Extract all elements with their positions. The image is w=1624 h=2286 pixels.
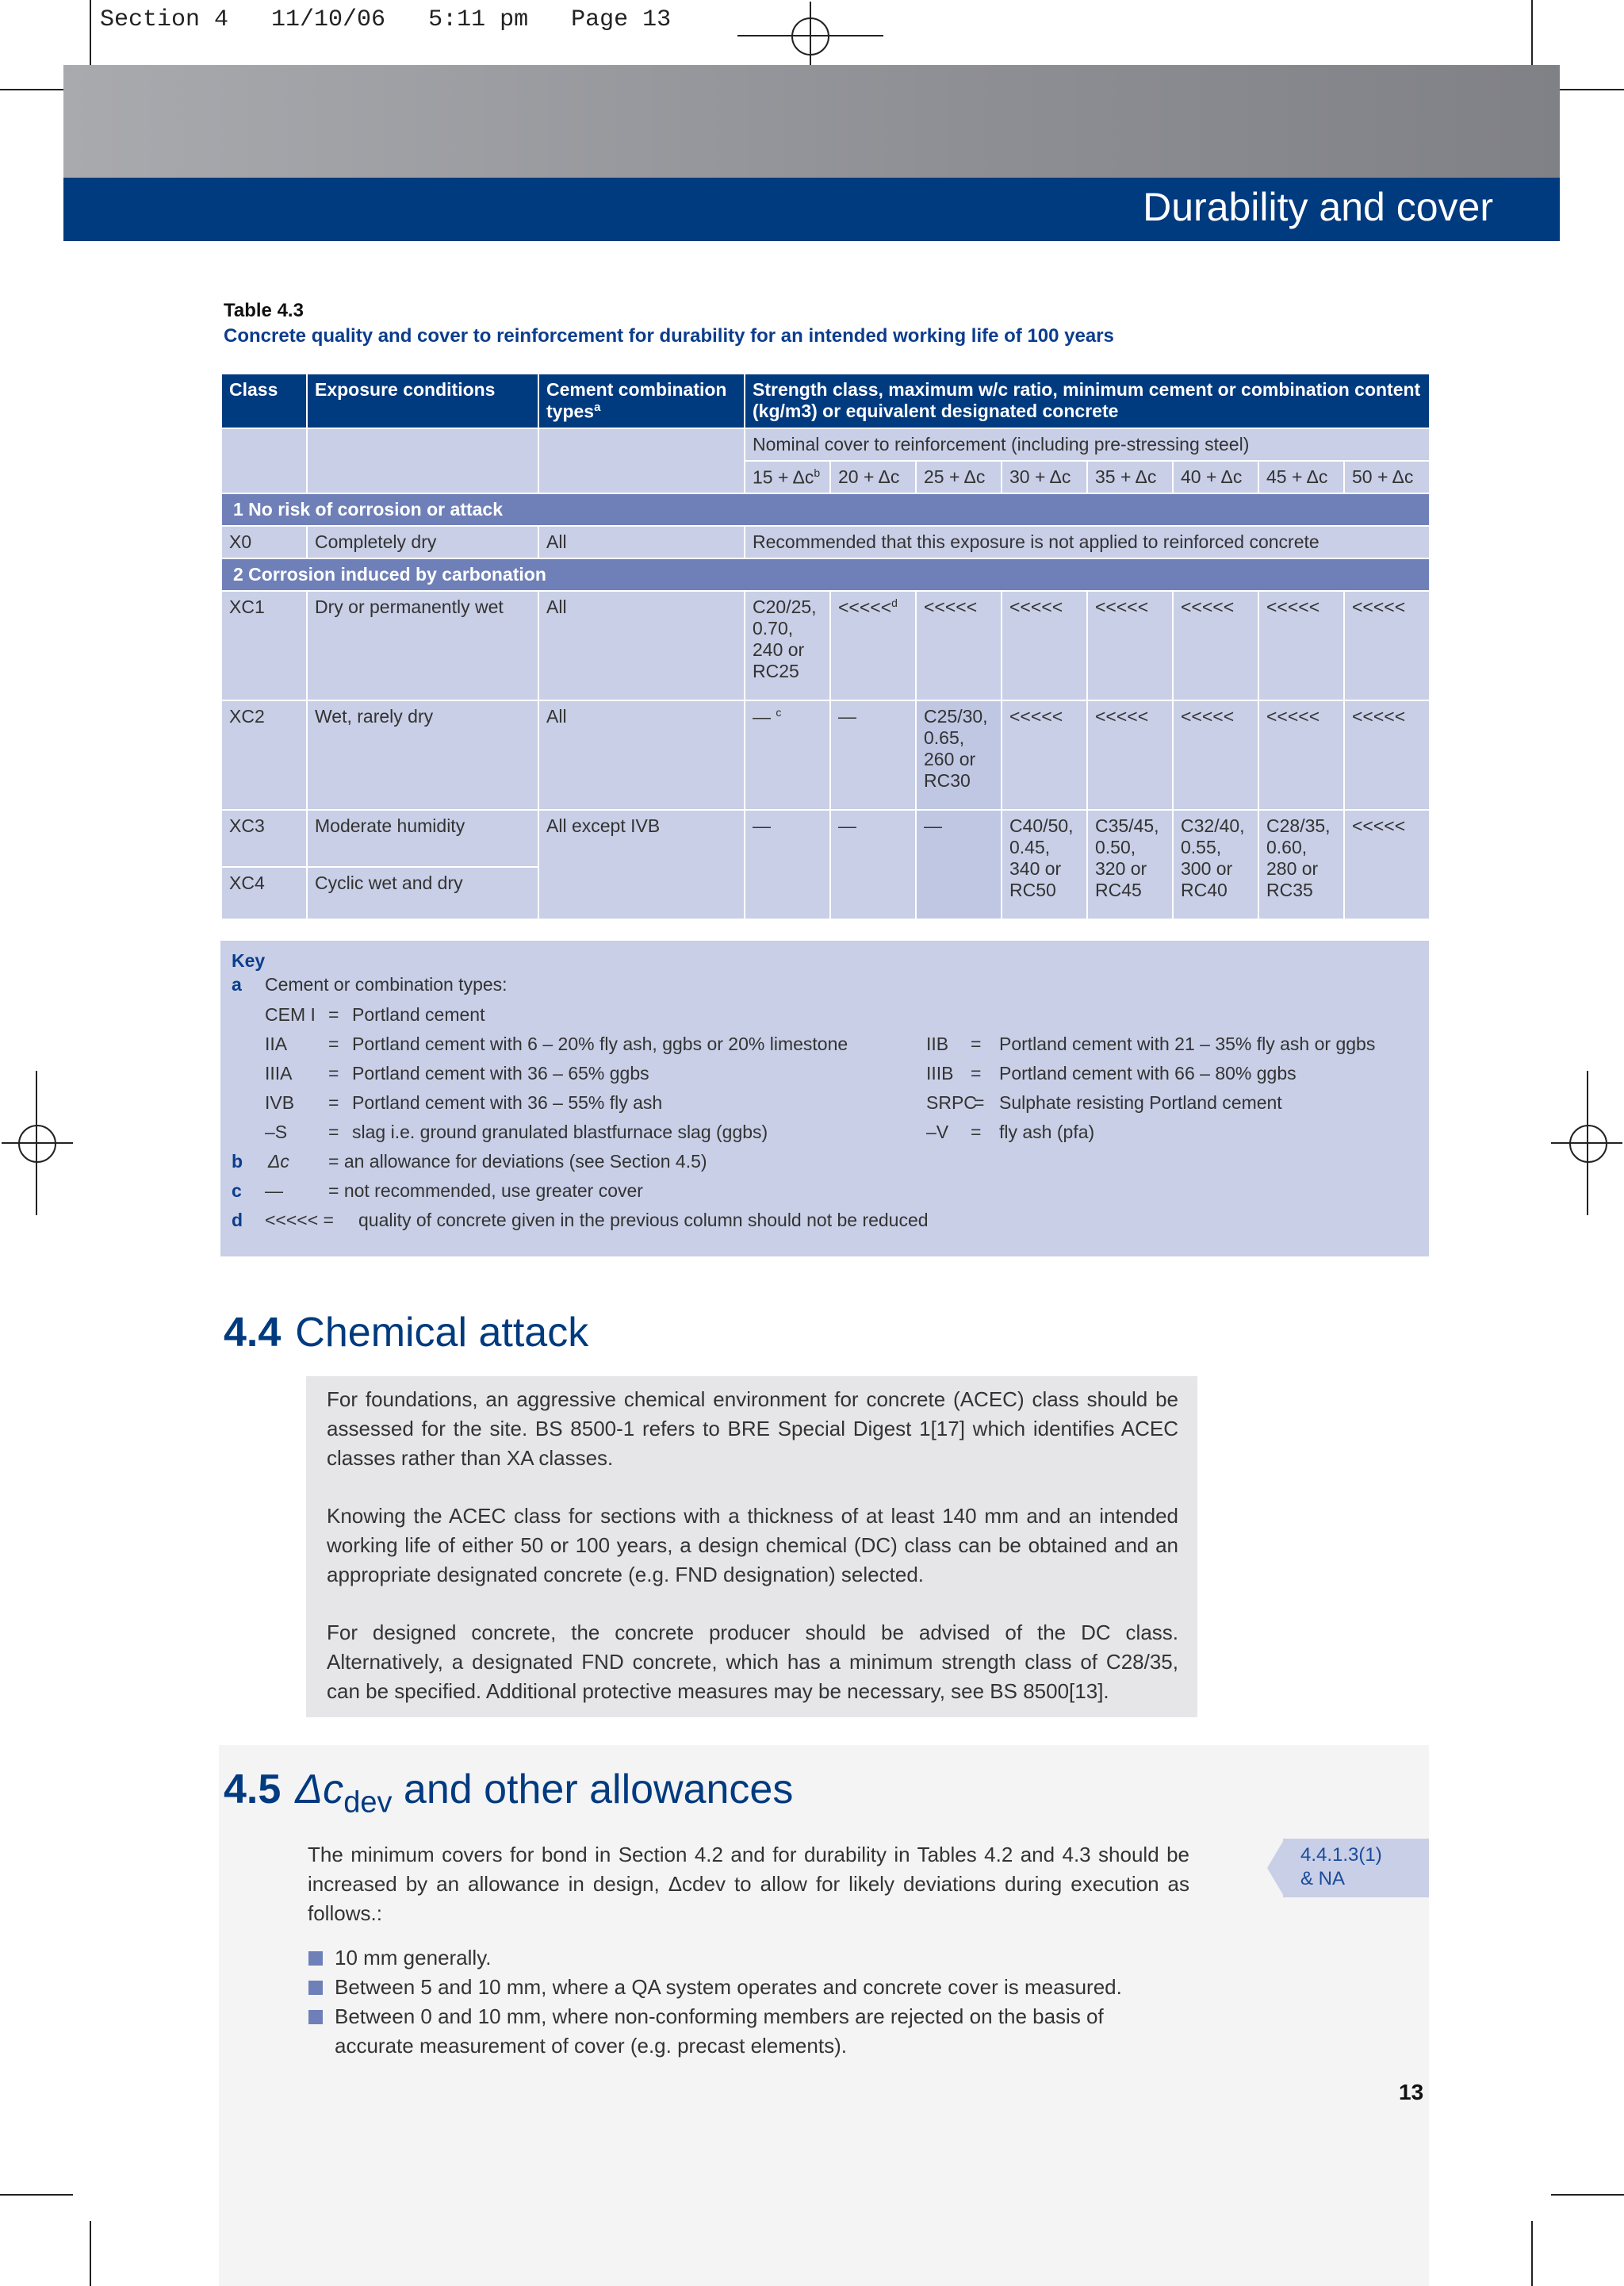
bullet-icon [308, 1981, 323, 1995]
key-text: Cement or combination types: [265, 974, 508, 995]
key-eq: = [328, 1092, 339, 1113]
crop-mark [0, 2194, 73, 2196]
class-cell: XC3 [221, 810, 307, 867]
key-desc: Portland cement with 21 – 35% fly ash or ggbs [999, 1034, 1376, 1054]
table-caption: Concrete quality and cover to reinforcement for durability for an intended working life of 100 years [224, 325, 1114, 347]
class-cell: XC4 [221, 867, 307, 919]
crop-mark [90, 0, 91, 65]
footnote-marker: a [594, 401, 601, 414]
value-cell: <<<<< [916, 591, 1002, 700]
key-eq: = [328, 1122, 339, 1142]
exposure-cell: Completely dry [307, 526, 538, 558]
key-desc: fly ash (pfa) [999, 1122, 1095, 1142]
bullet-icon [308, 2010, 323, 2024]
value-cell: — [830, 700, 916, 810]
section-title: Chemical attack [295, 1310, 589, 1356]
value-cell: C35/45, 0.50, 320 or RC45 [1087, 810, 1173, 919]
key-code: IIIB [926, 1063, 954, 1084]
key-letter: a [232, 974, 242, 995]
key-eq: = [971, 1122, 982, 1142]
value-cell: <<<<< [1087, 700, 1173, 810]
blank-cell [221, 428, 307, 494]
paragraph: Knowing the ACEC class for sections with a thickness of at least 140 mm and an intended working life of either 50 or 100 years, a design chemical (DC) class can be obtained and an appropriate designated concrete (e.g. FND designation) selected. [327, 1504, 1178, 1586]
bullet-icon [308, 1951, 323, 1966]
exposure-cell: Wet, rarely dry [307, 700, 538, 810]
exposure-cell: Dry or permanently wet [307, 591, 538, 700]
key-eq: = [328, 1034, 339, 1054]
cement-cell: All [538, 591, 745, 700]
value-cell: <<<<< [1344, 700, 1430, 810]
value-cell: — [745, 810, 830, 919]
table-row [221, 700, 1430, 810]
footnote-marker: c [776, 706, 782, 719]
cover-header: 35 + Δc [1087, 461, 1173, 494]
value-cell: <<<<< [1173, 700, 1258, 810]
key-letter: b [232, 1151, 243, 1172]
section-2-heading: 2 Corrosion induced by carbonation [221, 558, 1430, 591]
value-text: — [753, 706, 771, 727]
value-cell: <<<<< [1087, 591, 1173, 700]
nominal-cover-label: Nominal cover to reinforcement (including pre-stressing steel) [745, 428, 1430, 461]
value-cell [830, 591, 916, 700]
key-code: IIIA [265, 1063, 293, 1084]
key-title: Key [232, 950, 266, 971]
cement-cell: All [538, 526, 745, 558]
key-code: IIB [926, 1034, 949, 1054]
paragraph: For foundations, an aggressive chemical environment for concrete (ACEC) class should be assessed for the site. BS 8500-1 refers to BRE Special Digest 1[17] which identifies ACEC classes rather than XA classes. [327, 1387, 1178, 1470]
paragraph: The minimum covers for bond in Section 4.2 and for durability in Tables 4.2 and 4.3 should be increased by an allowance in design, Δcdev to allow for likely deviations during execution as follows.: [308, 1843, 1189, 1925]
key-code: SRPC [926, 1092, 977, 1113]
key-eq: = [974, 1092, 985, 1113]
key-desc: Portland cement [352, 1004, 485, 1025]
class-cell: XC2 [221, 700, 307, 810]
footnote-marker: b [814, 466, 821, 479]
section-1-heading: 1 No risk of corrosion or attack [221, 493, 1430, 526]
key-letter: c [232, 1180, 242, 1201]
nominal-cover-row [221, 428, 1430, 461]
list-item: Between 5 and 10 mm, where a QA system operates and concrete cover is measured. [335, 1975, 1122, 1999]
cover-header [745, 461, 830, 494]
value-cell: <<<<< [1002, 700, 1087, 810]
value-cell: C40/50, 0.45, 340 or RC50 [1002, 810, 1087, 919]
value-cell: <<<<< [1002, 591, 1087, 700]
table-header-row [221, 374, 1430, 428]
list-item: 10 mm generally. [335, 1946, 492, 1970]
table-row [221, 810, 1430, 867]
header-cement-text: Cement combination types [546, 379, 727, 422]
table-row [221, 591, 1430, 700]
subscript: dev [343, 1785, 393, 1820]
key-desc: Portland cement with 66 – 80% ggbs [999, 1063, 1297, 1084]
cover-header: 50 + Δc [1344, 461, 1430, 494]
value-cell: <<<<< [1258, 700, 1344, 810]
value-text: <<<<< [838, 596, 892, 618]
key-code: –S [265, 1122, 288, 1142]
x0-note: Recommended that this exposure is not applied to reinforced concrete [745, 526, 1430, 558]
section-number: 4.4 [224, 1310, 282, 1356]
durability-table [220, 373, 1431, 920]
table-key [220, 941, 1429, 1256]
key-eq: = [971, 1063, 982, 1084]
class-cell: X0 [221, 526, 307, 558]
page-number: 13 [1399, 2080, 1424, 2104]
value-cell: — [916, 810, 1002, 919]
section-row [221, 493, 1430, 526]
key-code: <<<<< = [265, 1210, 334, 1230]
value-cell: <<<<< [1344, 810, 1430, 919]
key-code: CEM I [265, 1004, 316, 1025]
key-desc: Portland cement with 6 – 20% fly ash, ggbs or 20% limestone [352, 1034, 848, 1054]
page-title: Durability and cover [1143, 185, 1493, 229]
value-cell: C20/25, 0.70, 240 or RC25 [745, 591, 830, 700]
header-strength: Strength class, maximum w/c ratio, minimum cement or combination content (kg/m3) or equivalent designated concrete [745, 374, 1430, 428]
key-letter: d [232, 1210, 243, 1230]
section-row [221, 558, 1430, 591]
header-band [63, 65, 1560, 178]
section-heading-4-4 [224, 1309, 588, 1356]
crop-mark [0, 89, 73, 90]
print-slug: Section 4 11/10/06 5:11 pm Page 13 [100, 6, 672, 33]
blank-cell [307, 428, 538, 494]
registration-mark [1569, 1125, 1607, 1163]
key-eq: = [328, 1004, 339, 1025]
header-cement [538, 374, 745, 428]
table-label: Table 4.3 [224, 300, 304, 321]
arrow-icon [1267, 1839, 1285, 1897]
value-cell: C32/40, 0.55, 300 or RC40 [1173, 810, 1258, 919]
cover-header: 20 + Δc [830, 461, 916, 494]
value-cell: <<<<< [1258, 591, 1344, 700]
key-text: = not recommended, use greater cover [328, 1180, 643, 1201]
cover-header: 45 + Δc [1258, 461, 1344, 494]
blank-cell [538, 428, 745, 494]
value-cell [745, 700, 830, 810]
key-desc: Portland cement with 36 – 55% fly ash [352, 1092, 663, 1113]
list-item: Between 0 and 10 mm, where non-conforming members are rejected on the basis of accurate measurement of cover (e.g. precast elements). [335, 2004, 1104, 2058]
value-cell: C25/30, 0.65, 260 or RC30 [916, 700, 1002, 810]
exposure-cell: Cyclic wet and dry [307, 867, 538, 919]
clause-reference [1283, 1839, 1429, 1897]
crop-mark [1551, 2194, 1624, 2196]
table-row [221, 526, 1430, 558]
crop-mark [1531, 0, 1533, 65]
header-exposure: Exposure conditions [307, 374, 538, 428]
crop-mark [90, 2221, 91, 2286]
key-code: — [265, 1180, 283, 1201]
key-code: IIA [265, 1034, 288, 1054]
key-code: –V [926, 1122, 949, 1142]
section-title: and other allowances [392, 1766, 794, 1812]
key-eq: = [328, 1063, 339, 1084]
clause-ref-line: & NA [1300, 1868, 1346, 1889]
key-code: IVB [265, 1092, 295, 1113]
registration-mark [791, 17, 829, 56]
key-code: Δc [268, 1151, 289, 1172]
crop-mark [1551, 89, 1624, 90]
key-desc: Portland cement with 36 – 65% ggbs [352, 1063, 649, 1084]
cement-cell: All [538, 700, 745, 810]
key-eq: = [971, 1034, 982, 1054]
delta-symbol: Δc [295, 1766, 344, 1812]
class-cell: XC1 [221, 591, 307, 700]
value-cell: <<<<< [1344, 591, 1430, 700]
value-cell: — [830, 810, 916, 919]
exposure-cell: Moderate humidity [307, 810, 538, 867]
key-text: = an allowance for deviations (see Section 4.5) [328, 1151, 707, 1172]
value-cell: C28/35, 0.60, 280 or RC35 [1258, 810, 1344, 919]
key-desc: Sulphate resisting Portland cement [999, 1092, 1282, 1113]
cover-value: 15 + Δc [753, 466, 814, 488]
footnote-marker: d [891, 596, 898, 610]
cover-header: 30 + Δc [1002, 461, 1087, 494]
cement-cell: All except IVB [538, 810, 745, 919]
key-text: quality of concrete given in the previous column should not be reduced [358, 1210, 929, 1230]
clause-ref-line: 4.4.1.3(1) [1300, 1844, 1382, 1866]
crop-mark [1531, 2221, 1533, 2286]
header-class: Class [221, 374, 307, 428]
value-cell: <<<<< [1173, 591, 1258, 700]
paragraph: For designed concrete, the concrete producer should be advised of the DC class. Alternatively, a designated FND concrete, which has a minimum strength class of C28/35, can be specified. Additional protective measures may be necessary, see BS 8500[13]. [327, 1621, 1178, 1703]
key-desc: slag i.e. ground granulated blastfurnace slag (ggbs) [352, 1122, 768, 1142]
cover-header: 40 + Δc [1173, 461, 1258, 494]
cover-header: 25 + Δc [916, 461, 1002, 494]
section-heading-4-5 [224, 1766, 793, 1820]
section-number: 4.5 [224, 1766, 282, 1812]
registration-mark [18, 1125, 56, 1163]
